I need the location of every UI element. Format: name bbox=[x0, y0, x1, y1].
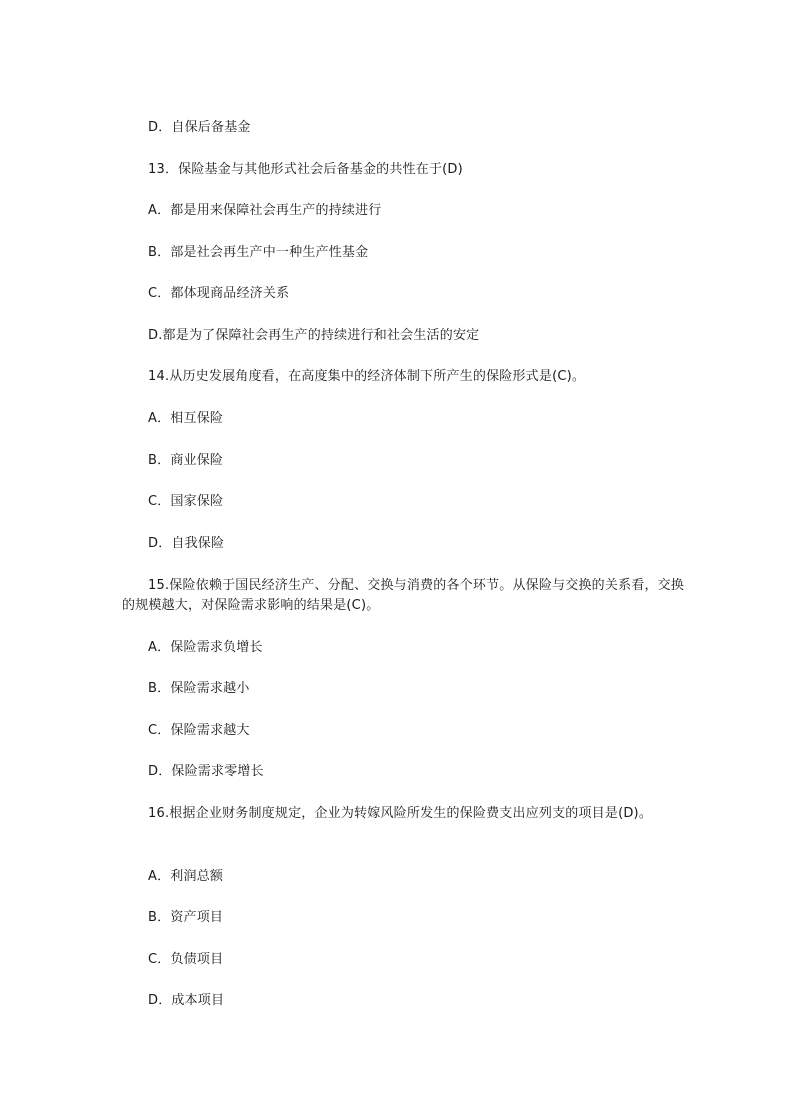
option-b-q15: B．保险需求越小 bbox=[148, 681, 250, 696]
option-b-q14: B．商业保险 bbox=[148, 453, 224, 468]
option-a-q14: A．相互保险 bbox=[148, 411, 224, 426]
question-16: 16.根据企业财务制度规定，企业为转嫁风险所发生的保险费支出应列支的项目是(D)。 bbox=[148, 806, 653, 821]
option-b-q16: B．资产项目 bbox=[148, 910, 224, 925]
option-d-q13: D.都是为了保障社会再生产的持续进行和社会生活的安定 bbox=[148, 328, 480, 343]
question-15: 15.保险依赖于国民经济生产、分配、交换与消费的各个环节。从保险与交换的关系看，交换的规模越大，对保险需求影响的结果是(C)。 bbox=[122, 578, 685, 613]
option-a-q16: A．利润总额 bbox=[148, 869, 224, 884]
option-d-q16: D．成本项目 bbox=[148, 993, 225, 1008]
option-a-q15: A．保险需求负增长 bbox=[148, 640, 263, 655]
option-d-q12: D．自保后备基金 bbox=[148, 120, 251, 135]
option-c-q15: C．保险需求越大 bbox=[148, 723, 250, 738]
option-c-q14: C．国家保险 bbox=[148, 494, 224, 509]
option-b-q13: B．部是社会再生产中一种生产性基金 bbox=[148, 245, 369, 260]
option-c-q16: C．负债项目 bbox=[148, 952, 224, 967]
option-d-q14: D．自我保险 bbox=[148, 536, 225, 551]
option-d-q15: D．保险需求零增长 bbox=[148, 764, 264, 779]
question-13: 13．保险基金与其他形式社会后备基金的共性在于(D) bbox=[148, 162, 463, 177]
option-c-q13: C．都体现商品经济关系 bbox=[148, 286, 290, 301]
option-a-q13: A．都是用来保障社会再生产的持续进行 bbox=[148, 203, 382, 218]
question-14: 14.从历史发展角度看，在高度集中的经济体制下所产生的保险形式是(C)。 bbox=[148, 369, 586, 384]
